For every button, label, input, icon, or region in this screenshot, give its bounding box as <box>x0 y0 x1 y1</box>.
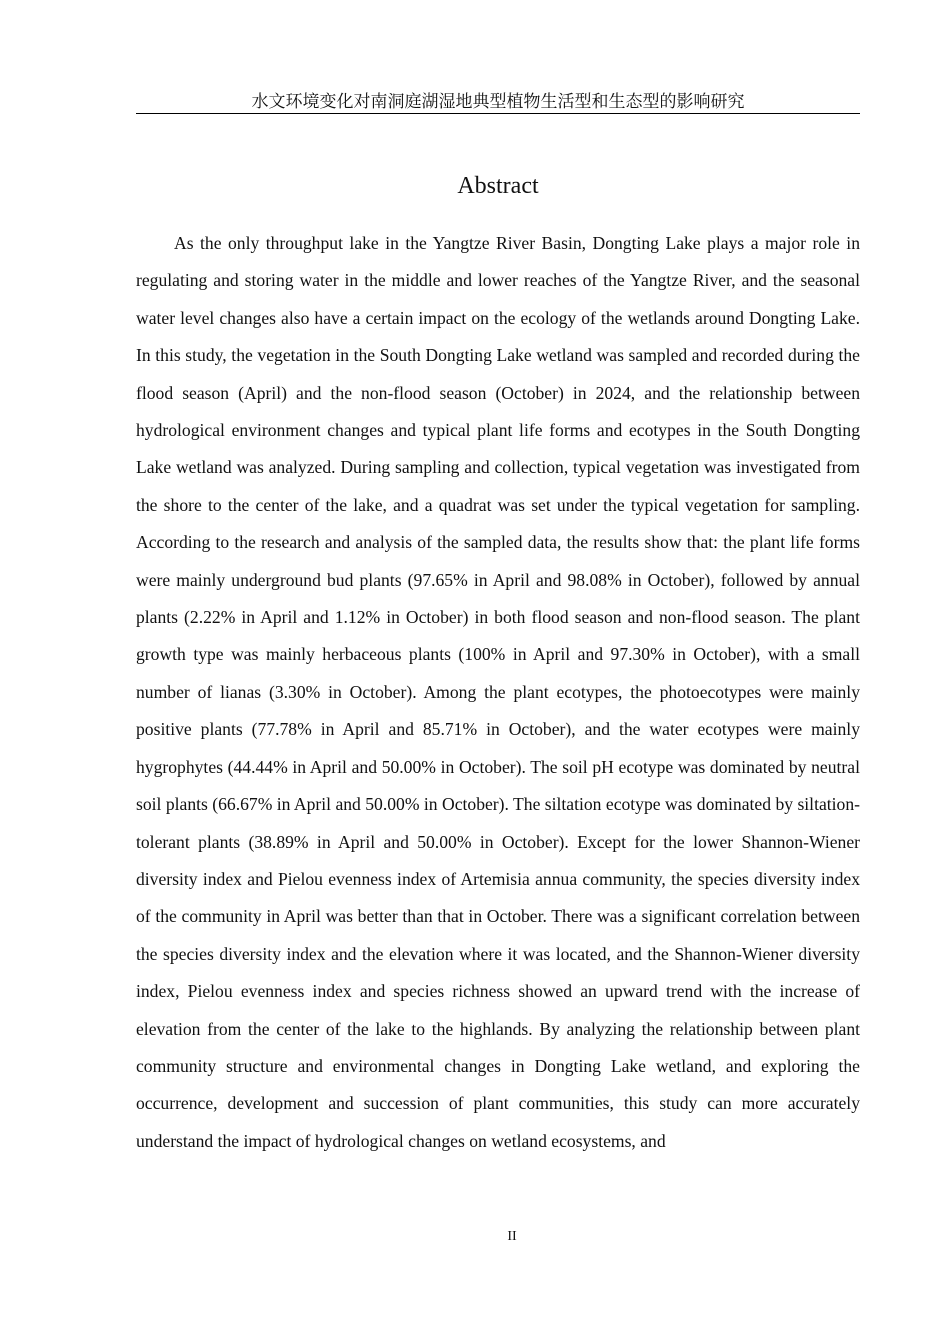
page-number: II <box>507 1229 517 1244</box>
abstract-heading: Abstract <box>457 173 539 199</box>
running-header <box>136 91 860 114</box>
abstract-body <box>136 225 860 1200</box>
running-header-title: 水文环境变化对南洞庭湖湿地典型植物生活型和生态型的影响研究 <box>251 92 745 112</box>
abstract-paragraph: As the only throughput lake in the Yangtze River Basin, Dongting Lake plays a major role in regulating and storing water in the middle and lower reaches of the Yangtze River, and the seasonal water level changes also have a certain impact on the ecology of the wetlands around Dongting Lake. In this study, the vegetation in the South Dongting Lake wetland was sampled and recorded during the flood season (April) and the non-flood season (October) in 2024, and the relationship between hydrological environment changes and typical plant life forms and ecotypes in the South Dongting Lake wetland was analyzed. During sampling and collection, typical vegetation was investigated from the shore to the center of the lake, and a quadrat was set under the typical vegetation for sampling. According to the research and analysis of the sampled data, the results show that: the plant life forms were mainly underground bud plants (97.65% in April and 98.08% in October), followed by annual plants (2.22% in April and 1.12% in October) in both flood season and non-flood season. The plant growth type was mainly herbaceous plants (100% in April and 97.30% in October), with a small number of lianas (3.30% in October). Among the plant ecotypes, the photoecotypes were mainly positive plants (77.78% in April and 85.71% in October), and the water ecotypes were mainly hygrophytes (44.44% in April and 50.00% in October). The soil pH ecotype was dominated by neutral soil plants (66.67% in April and 50.00% in October). The siltation ecotype was dominated by siltation-tolerant plants (38.89% in April and 50.00% in October). Except for the lower Shannon-Wiener diversity index and Pielou evenness index of Artemisia annua community, the species diversity index of the community in April was better than that in October. There was a significant correlation between the species diversity index and the elevation where it was located, and the Shannon-Wiener diversity index, Pielou evenness index and species richness showed an upward trend with the increase of elevation from the center of the lake to the highlands. By analyzing the relationship between plant community structure and environmental changes in Dongting Lake wetland, and exploring the occurrence, development and succession of plant communities, this study can more accurately understand the impact of hydrological changes on wetland ecosystems, and <box>136 233 860 1151</box>
